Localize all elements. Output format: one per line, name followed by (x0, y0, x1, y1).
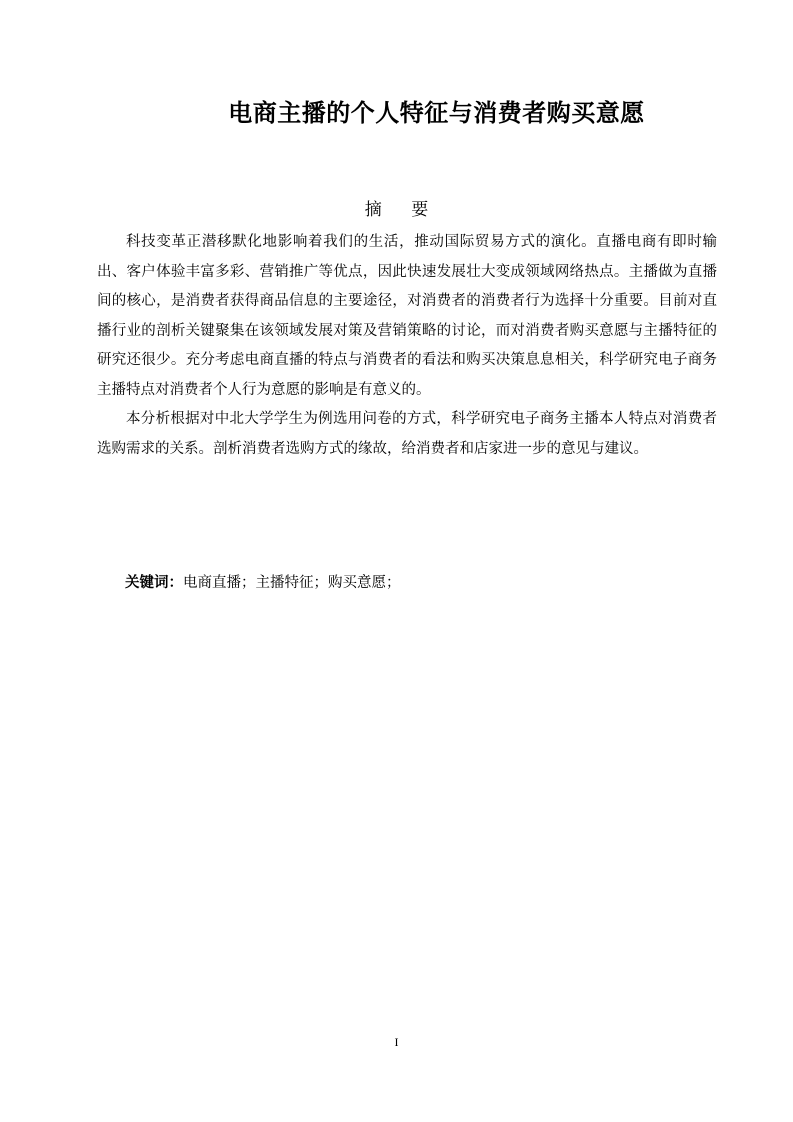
page-number: I (394, 1035, 399, 1049)
abstract-paragraph: 本分析根据对中北大学学生为例选用问卷的方式，科学研究电子商务主播本人特点对消费者选购需求的关系。剖析消费者选购方式的缘故，给消费者和店家进一步的意见与建议。 (97, 411, 717, 457)
keywords-value: 电商直播；主播特征；购买意愿； (183, 575, 401, 591)
keywords-label: 关键词： (125, 575, 183, 591)
abstract-body (97, 228, 717, 464)
keywords-line (125, 569, 725, 597)
abstract-heading: 摘 要 (364, 200, 441, 220)
abstract-paragraph: 科技变革正潜移默化地影响着我们的生活，推动国际贸易方式的演化。直播电商有即时输出、客户体验丰富多彩、营销推广等优点，因此快速发展壮大变成领域网络热点。主播做为直播间的核心，是消费者获得商品信息的主要途径，对消费者的消费者行为选择十分重要。目前对直播行业的剖析关键聚集在该领域发展对策及营销策略的讨论，而对消费者购买意愿与主播特征的研究还很少。充分考虑电商直播的特点与消费者的看法和购买决策息息相关，科学研究电子商务主播特点对消费者个人行为意愿的影响是有意义的。 (97, 234, 717, 398)
document-title: 电商主播的个人特征与消费者购买意愿 (228, 99, 645, 127)
